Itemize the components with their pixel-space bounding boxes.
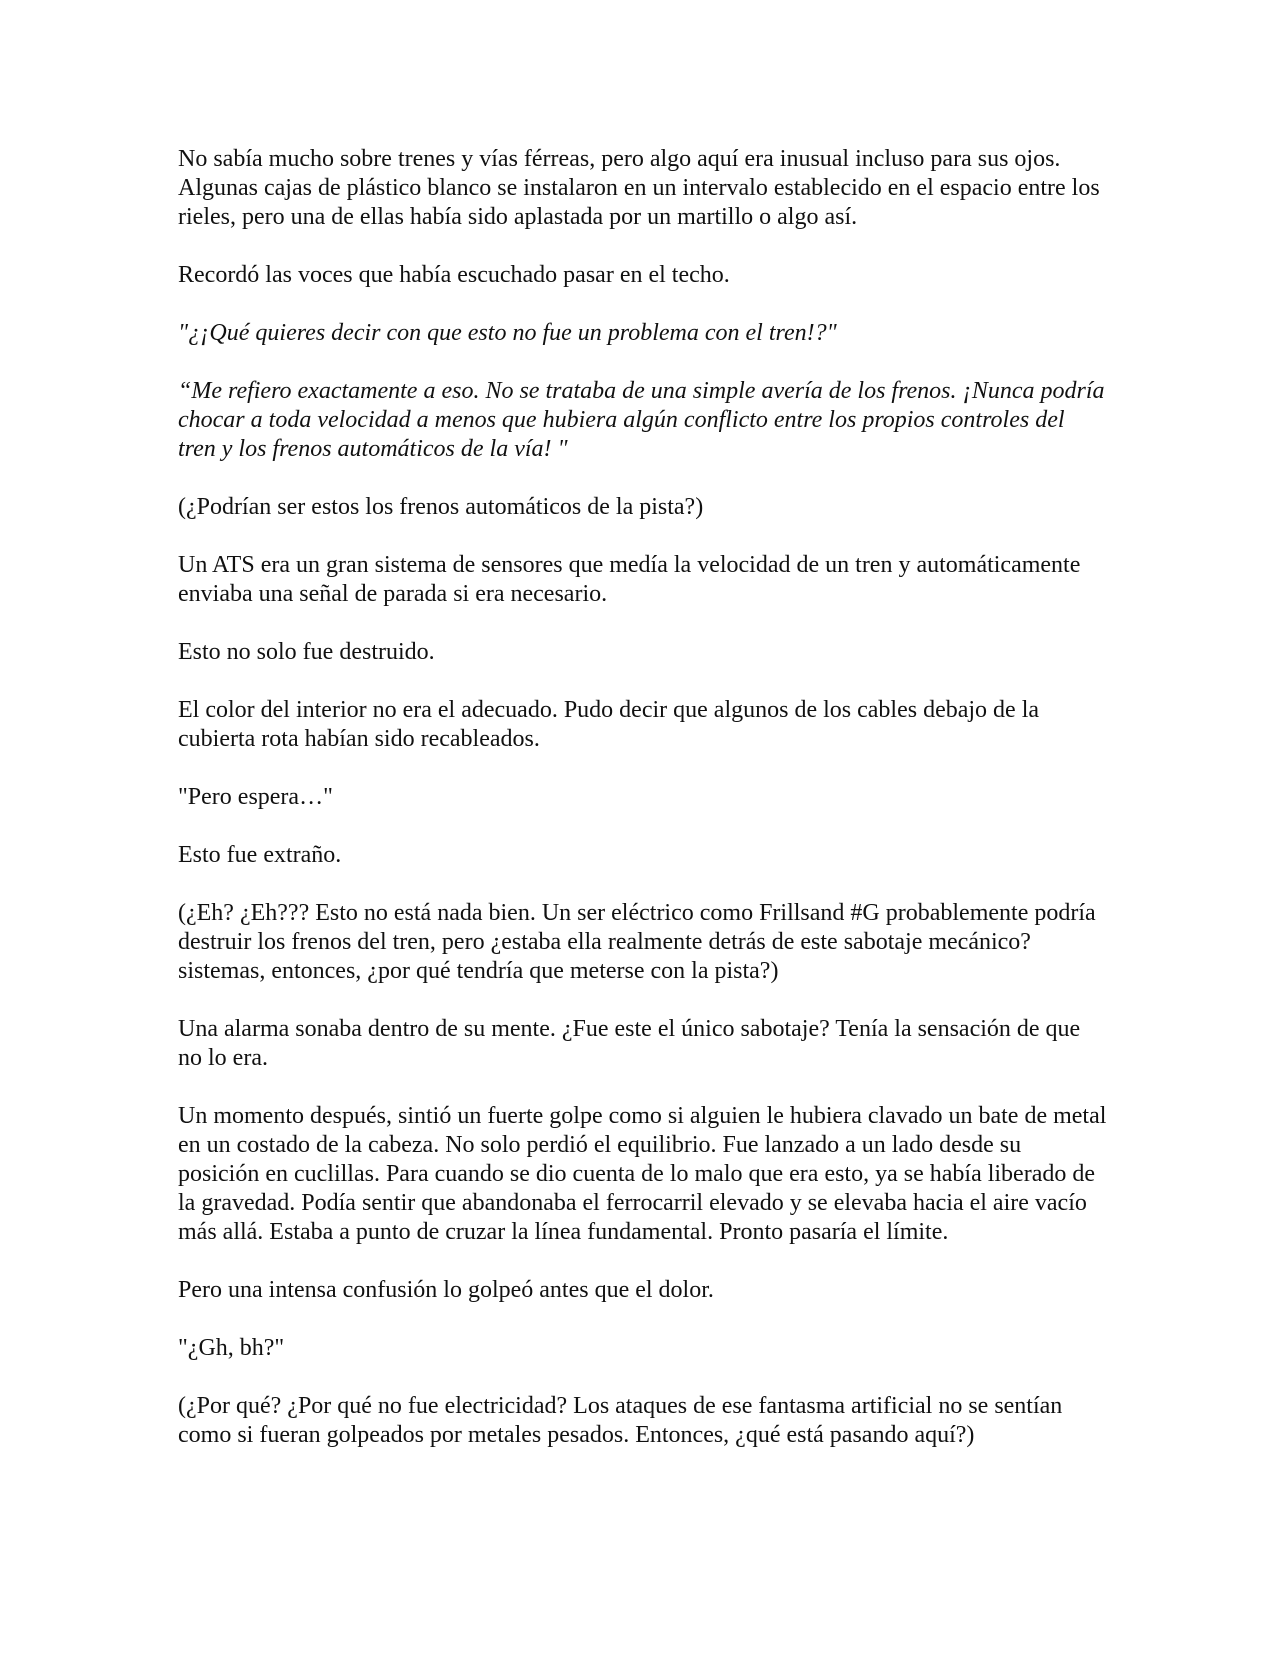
paragraph: Pero una intensa confusión lo golpeó antes que el dolor.: [178, 1277, 714, 1303]
paragraph: No sabía mucho sobre trenes y vías férreas, pero algo aquí era inusual incluso para sus ojos. Algunas cajas de plástico blanco se instalaron en un intervalo establecido en el espacio entre los rieles, pero una de ellas había sido aplastada por un martillo o algo así.: [178, 146, 1100, 230]
paragraph: "Pero espera…": [178, 784, 333, 810]
paragraph: Un ATS era un gran sistema de sensores que medía la velocidad de un tren y automáticamente enviaba una señal de parada si era necesario.: [178, 552, 1081, 607]
paragraph: "¿Gh, bh?": [178, 1335, 285, 1361]
paragraph-dialogue-italic: "¿¡Qué quieres decir con que esto no fue un problema con el tren!?": [178, 320, 837, 346]
paragraph-dialogue-italic: “Me refiero exactamente a eso. No se trataba de una simple avería de los frenos. ¡Nunca podría chocar a toda velocidad a menos que hubiera algún conflicto entre los propios controles del tren y los frenos automáticos de la vía! ": [178, 378, 1105, 462]
paragraph: Recordó las voces que había escuchado pasar en el techo.: [178, 262, 730, 288]
paragraph: (¿Podrían ser estos los frenos automáticos de la pista?): [178, 494, 704, 520]
paragraph: (¿Eh? ¿Eh??? Esto no está nada bien. Un ser eléctrico como Frillsand #G probablemente podría destruir los frenos del tren, pero ¿estaba ella realmente detrás de este sabotaje mecánico? sistemas, entonces, ¿por qué tendría que meterse con la pista?): [178, 900, 1096, 984]
paragraph: Un momento después, sintió un fuerte golpe como si alguien le hubiera clavado un bate de metal en un costado de la cabeza. No solo perdió el equilibrio. Fue lanzado a un lado desde su posición en cuclillas. Para cuando se dio cuenta de lo malo que era esto, ya se había liberado de la gravedad. Podía sentir que abandonaba el ferrocarril elevado y se elevaba hacia el aire vacío más allá. Estaba a punto de cruzar la línea fundamental. Pronto pasaría el límite.: [178, 1103, 1107, 1245]
paragraph: Una alarma sonaba dentro de su mente. ¿Fue este el único sabotaje? Tenía la sensación de que no lo era.: [178, 1016, 1081, 1071]
paragraph: El color del interior no era el adecuado. Pudo decir que algunos de los cables debajo de la cubierta rota habían sido recableados.: [178, 697, 1040, 752]
paragraph: Esto no solo fue destruido.: [178, 639, 435, 665]
paragraph: Esto fue extraño.: [178, 842, 342, 868]
paragraph: (¿Por qué? ¿Por qué no fue electricidad? Los ataques de ese fantasma artificial no se sentían como si fueran golpeados por metales pesados. Entonces, ¿qué está pasando aquí?): [178, 1393, 1063, 1448]
document-body: [178, 145, 1108, 1479]
